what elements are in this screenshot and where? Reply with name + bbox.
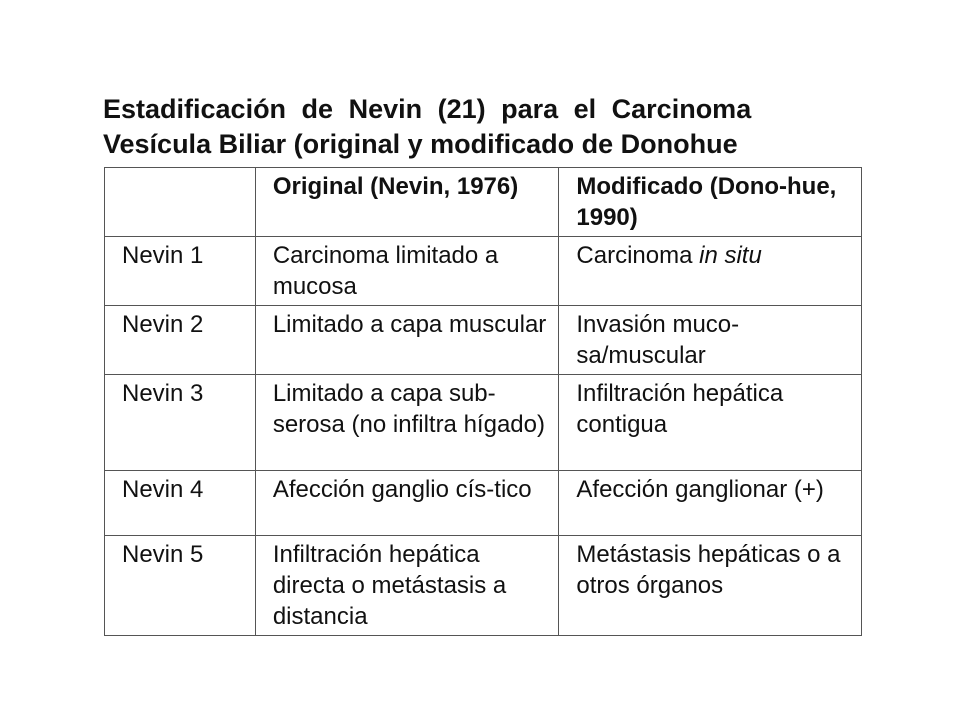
original-cell: Limitado a capa sub-serosa (no infiltra hígado) <box>255 375 559 471</box>
stage-cell: Nevin 3 <box>105 375 256 471</box>
slide-title <box>103 92 863 162</box>
original-cell: Afección ganglio cís-tico <box>255 471 559 536</box>
stage-cell: Nevin 5 <box>105 536 256 636</box>
modified-cell: Infiltración hepática contigua <box>559 375 862 471</box>
original-cell: Infiltración hepática directa o metástasis a distancia <box>255 536 559 636</box>
table-row <box>105 471 862 536</box>
stage-cell: Nevin 2 <box>105 306 256 375</box>
stage-cell: Nevin 1 <box>105 237 256 306</box>
modified-italic-text: in situ <box>699 242 762 269</box>
table-row <box>105 375 862 471</box>
table-header-row <box>105 168 862 237</box>
modified-text: Carcinoma <box>576 242 700 269</box>
original-cell: Carcinoma limitado a mucosa <box>255 237 559 306</box>
title-line-1: Estadificación de Nevin (21) para el Carcinoma <box>103 94 752 124</box>
stage-cell: Nevin 4 <box>105 471 256 536</box>
modified-cell: Metástasis hepáticas o a otros órganos <box>559 536 862 636</box>
title-line-2: Vesícula Biliar (original y modificado de Donohue <box>103 129 738 159</box>
header-stage <box>105 168 256 237</box>
modified-cell: Afección ganglionar (+) <box>559 471 862 536</box>
original-cell: Limitado a capa muscular <box>255 306 559 375</box>
header-modified: Modificado (Dono-hue, 1990) <box>559 168 862 237</box>
header-original: Original (Nevin, 1976) <box>255 168 559 237</box>
table-row <box>105 306 862 375</box>
table-row <box>105 237 862 306</box>
table-row <box>105 536 862 636</box>
modified-cell <box>559 237 862 306</box>
nevin-staging-table <box>104 167 862 636</box>
modified-cell: Invasión muco-sa/muscular <box>559 306 862 375</box>
